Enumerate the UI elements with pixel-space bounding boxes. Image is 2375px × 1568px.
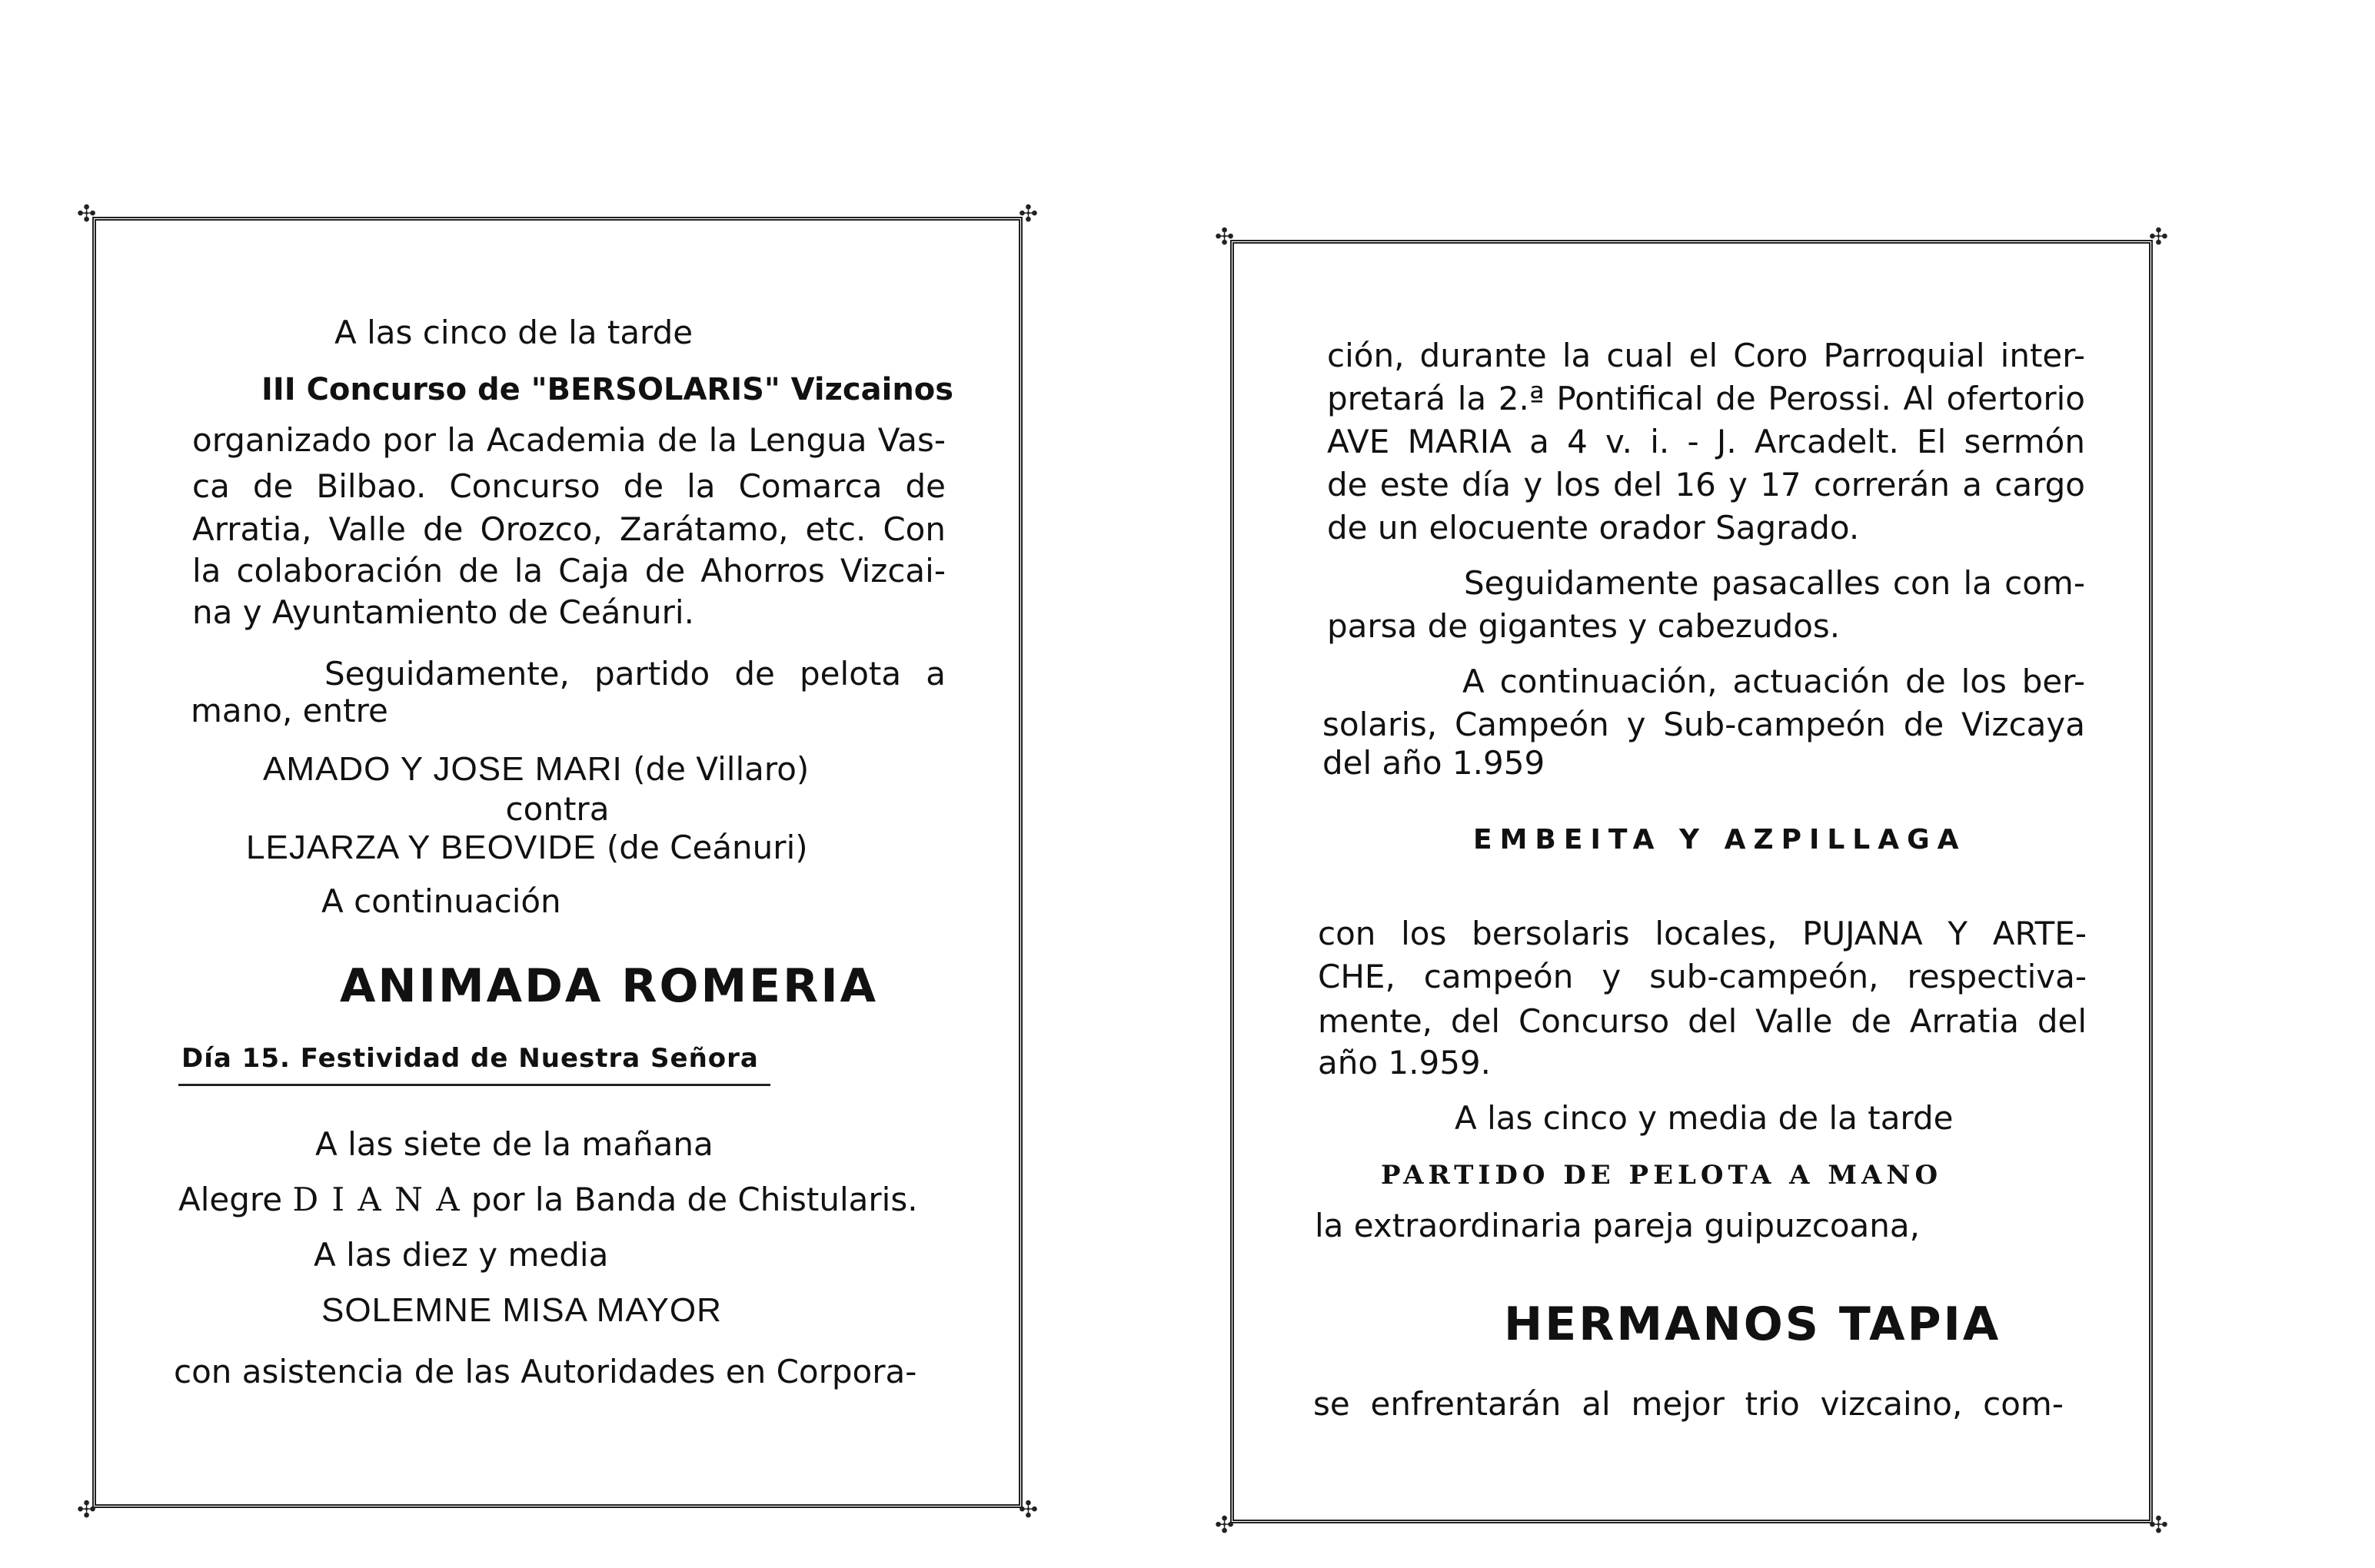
mass-title: SOLEMNE MISA MAYOR [321,1291,722,1329]
team-names: AMADO Y JOSE MARI [263,750,623,788]
versus-label: contra [505,790,610,828]
diana-prefix: Alegre [178,1181,283,1218]
corner-ornament: ✣ [77,201,97,228]
diana-word: D I A N A [292,1181,461,1218]
heading-underline [178,1084,770,1086]
corner-ornament: ✣ [2148,224,2168,251]
paragraph-line: ca de Bilbao. Concurso de la Comarca de [192,467,946,505]
time-heading: A las cinco de la tarde [334,314,694,351]
match-team-2 [246,829,808,867]
paragraph-line: de este día y los del 16 y 17 correrán a cargo [1327,466,2085,503]
paragraph-line: na y Ayuntamiento de Ceánuri. [192,593,694,631]
paragraph-line: la colaboración de la Caja de Ahorros Vizcai- [192,552,946,590]
tapia-title: HERMANOS TAPIA [1504,1297,2001,1351]
paragraph-line: A continuación [321,882,561,920]
day-heading: Día 15. Festividad de Nuestra Señora [181,1043,759,1074]
corner-ornament: ✣ [1215,1512,1235,1539]
paragraph-line: Seguidamente pasacalles con la com- [1464,564,2085,602]
paragraph-line: organizado por la Academia de la Lengua Vas- [192,421,946,459]
paragraph-line: la extraordinaria pareja guipuzcoana, [1315,1207,1920,1244]
romeria-title: ANIMADA ROMERIA [340,959,879,1013]
paragraph-line: A continuación, actuación de los ber- [1462,663,2085,700]
paragraph-line: solaris, Campeón y Sub-campeón de Vizcaya [1322,706,2085,743]
paragraph-line: mente, del Concurso del Valle de Arratia del [1318,1002,2087,1040]
paragraph-line: Seguidamente, partido de pelota a [324,655,946,693]
diana-line [178,1181,918,1219]
paragraph-line: parsa de gigantes y cabezudos. [1327,607,1841,645]
time-heading: A las siete de la mañana [315,1125,713,1163]
paragraph-line: pretará la 2.ª Pontifical de Perossi. Al ofertorio [1327,380,2085,417]
paragraph-line: año 1.959. [1318,1044,1491,1081]
corner-ornament: ✣ [77,1497,97,1523]
corner-ornament: ✣ [1018,1497,1038,1523]
paragraph-line: CHE, campeón y sub-campeón, respectiva- [1318,958,2087,995]
right-page [1215,224,2168,1539]
paragraph-line: AVE MARIA a 4 v. i. - J. Arcadelt. El sermón [1327,423,2085,460]
paragraph-line: con los bersolaris locales, PUJANA Y ARTE- [1318,915,2087,952]
time-heading: A las diez y media [314,1236,609,1274]
left-page [77,201,1038,1523]
paragraph-line: se enfrentarán al mejor trio vizcaino, com- [1313,1385,2064,1423]
diana-suffix: por la Banda de Chistularis. [471,1181,918,1218]
pelota-match-title: PARTIDO DE PELOTA A MANO [1381,1160,1943,1191]
corner-ornament: ✣ [2148,1512,2168,1539]
paragraph-line: del año 1.959 [1322,744,1545,782]
paragraph-line: ción, durante la cual el Coro Parroquial inter- [1327,337,2085,374]
time-heading: A las cinco y media de la tarde [1455,1099,1954,1137]
paragraph-line: con asistencia de las Autoridades en Corpora- [174,1353,917,1390]
match-team-1 [263,750,809,789]
bersolaris-champions: EMBEITA Y AZPILLAGA [1473,824,1967,855]
paragraph-line: Arratia, Valle de Orozco, Zarátamo, etc. Con [192,510,946,548]
contest-title: III Concurso de "BERSOLARIS" Vizcainos [261,372,954,407]
corner-ornament: ✣ [1215,224,1235,251]
team-names: LEJARZA Y BEOVIDE [246,829,597,866]
paragraph-line: mano, entre [191,692,388,729]
team-origin: (de Ceánuri) [606,829,808,866]
corner-ornament: ✣ [1018,201,1038,228]
paragraph-line: de un elocuente orador Sagrado. [1327,509,1860,546]
team-origin: (de Villaro) [633,750,810,788]
